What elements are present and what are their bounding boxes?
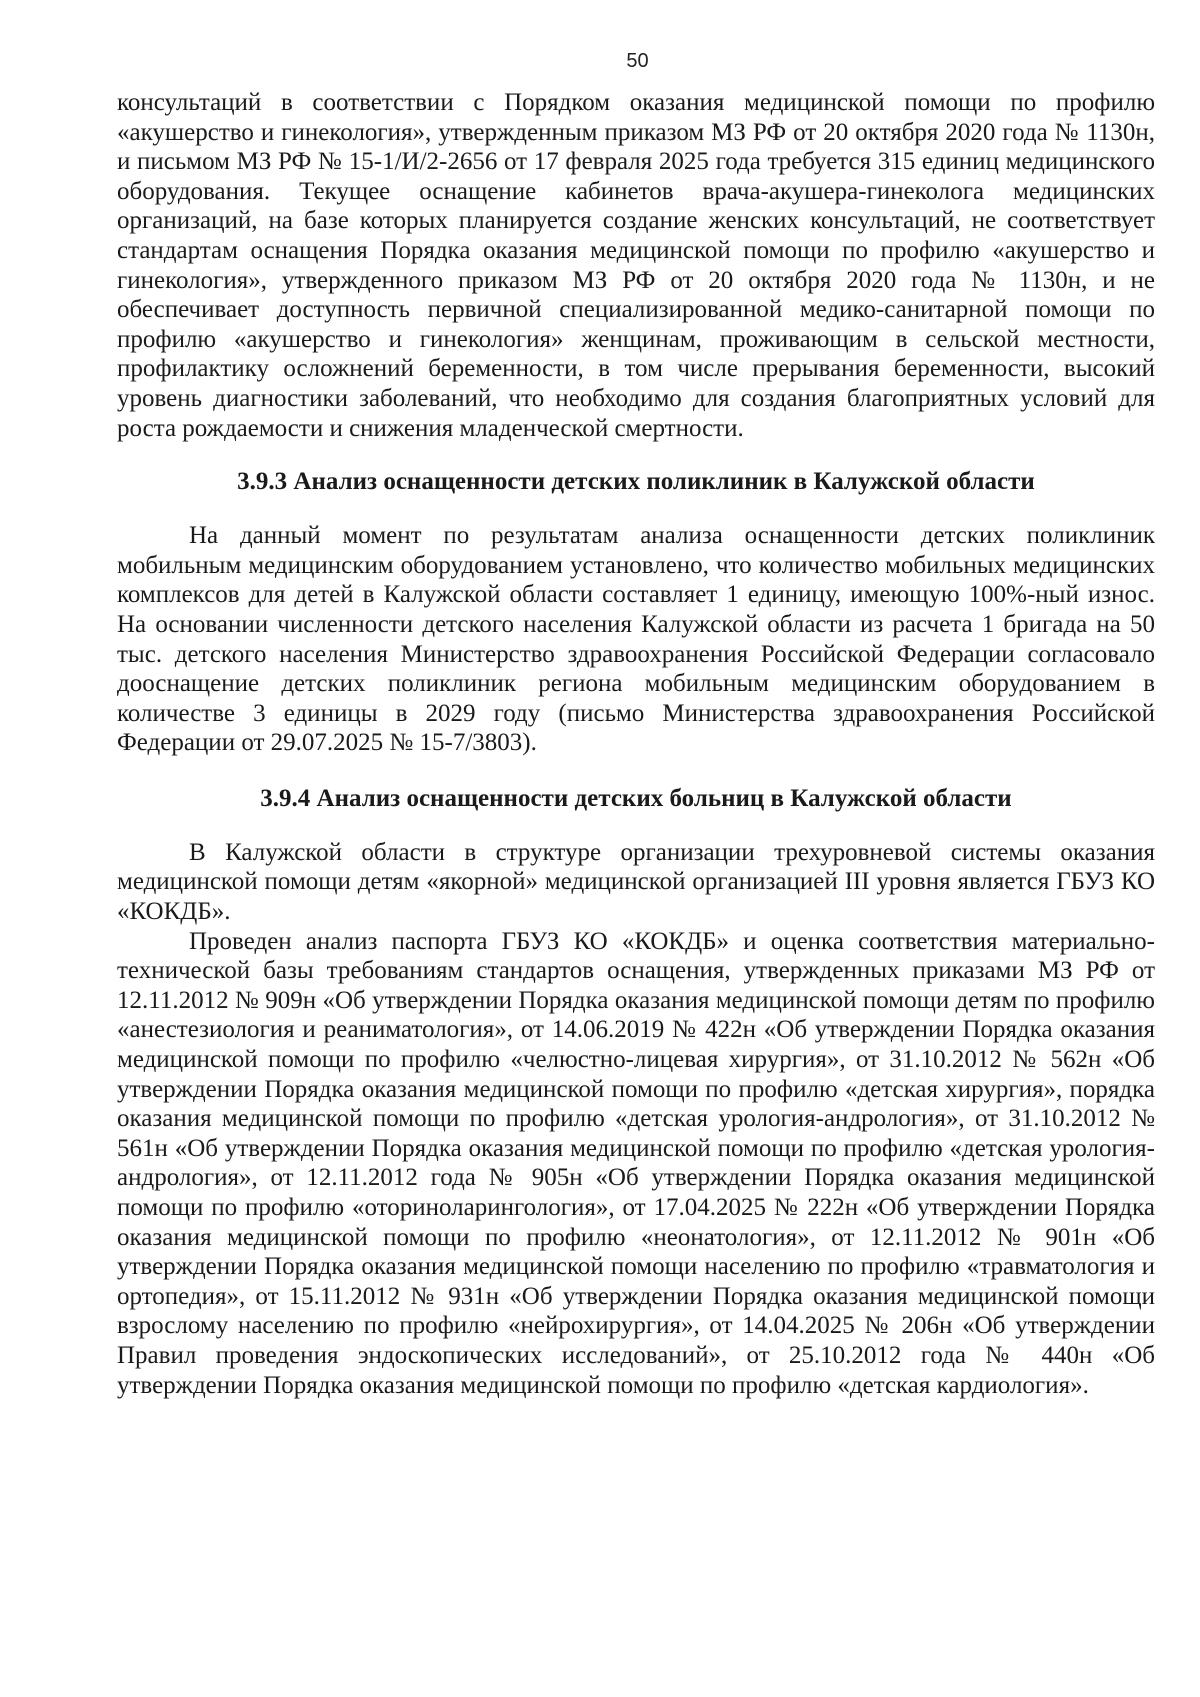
section-heading-3-9-4: 3.9.4 Анализ оснащенности детских больниц в Калужской области xyxy=(260,784,1012,812)
section-heading-3-9-3: 3.9.3 Анализ оснащенности детских поликлиник в Калужской области xyxy=(237,468,1035,496)
page-number: 50 xyxy=(626,50,649,72)
paragraph-continuation: консультаций в соответствии с Порядком оказания медицинской помощи по профилю «акушерство и гинекология», утвержденным приказом МЗ РФ от 20 октября 2020 года № 1130н, и письмом МЗ РФ № 15-1/И/2-2656 от 17 февраля 2025 года требуется 315 единиц медицинского оборудования. Текущее оснащение кабинетов врача-акушера-гинеколога медицинских организаций, на базе которых планируется создание женских консультаций, не соответствует стандартам оснащения Порядка оказания медицинской помощи по профилю «акушерство и гинекология», утвержденного приказом МЗ РФ от 20 октября 2020 года № 1130н, и не обеспечивает доступность первичной специализированной медико-санитарной помощи по профилю «акушерство и гинекология» женщинам, проживающим в сельской местности, профилактику осложнений беременности, в том числе прерывания беременности, высокий уровень диагностики заболеваний, что необходимо для создания благоприятных условий для роста рождаемости и снижения младенческой смертности. xyxy=(117,89,1155,442)
paragraph-children-clinics: На данный момент по результатам анализа оснащенности детских поликлиник мобильным медицинским оборудованием установлено, что количество мобильных медицинских комплексов для детей в Калужской области составляет 1 единицу, имеющую 100%-ный износ. На основании численности детского населения Калужской области из расчета 1 бригада на 50 тыс. детского населения Министерство здравоохранения Российской Федерации согласовало дооснащение детских поликлиник региона мобильным медицинским оборудованием в количестве 3 единицы в 2029 году (письмо Министерства здравоохранения Российской Федерации от 29.07.2025 № 15-7/3803). xyxy=(117,522,1155,757)
paragraph-three-level-system: В Калужской области в структуре организации трехуровневой системы оказания медицинской помощи детям «якорной» медицинской организацией III уровня является ГБУЗ КО «КОКДБ». xyxy=(117,838,1155,926)
document-body xyxy=(117,88,1155,1400)
paragraph-passport-analysis: Проведен анализ паспорта ГБУЗ КО «КОКДБ» и оценка соответствия материально-технической базы требованиям стандартов оснащения, утвержденных приказами МЗ РФ от 12.11.2012 № 909н «Об утверждении Порядка оказания медицинской помощи детям по профилю «анестезиология и реаниматология», от 14.06.2019 № 422н «Об утверждении Порядка оказания медицинской помощи по профилю «челюстно-лицевая хирургия», от 31.10.2012 № 562н «Об утверждении Порядка оказания медицинской помощи по профилю «детская хирургия», порядка оказания медицинской помощи по профилю «детская урология-андрология», от 31.10.2012 № 561н «Об утверждении Порядка оказания медицинской помощи по профилю «детская урология-андрология», от 12.11.2012 года № 905н «Об утверждении Порядка оказания медицинской помощи по профилю «оториноларингология», от 17.04.2025 № 222н «Об утверждении Порядка оказания медицинской помощи по профилю «неонатология», от 12.11.2012 № 901н «Об утверждении Порядка оказания медицинской помощи населению по профилю «травматология и ортопедия», от 15.11.2012 № 931н «Об утверждении Порядка оказания медицинской помощи взрослому населению по профилю «нейрохирургия», от 14.04.2025 № 206н «Об утверждении Правил проведения эндоскопических исследований», от 25.10.2012 года № 440н «Об утверждении Порядка оказания медицинской помощи по профилю «детская кардиология». xyxy=(117,927,1155,1399)
